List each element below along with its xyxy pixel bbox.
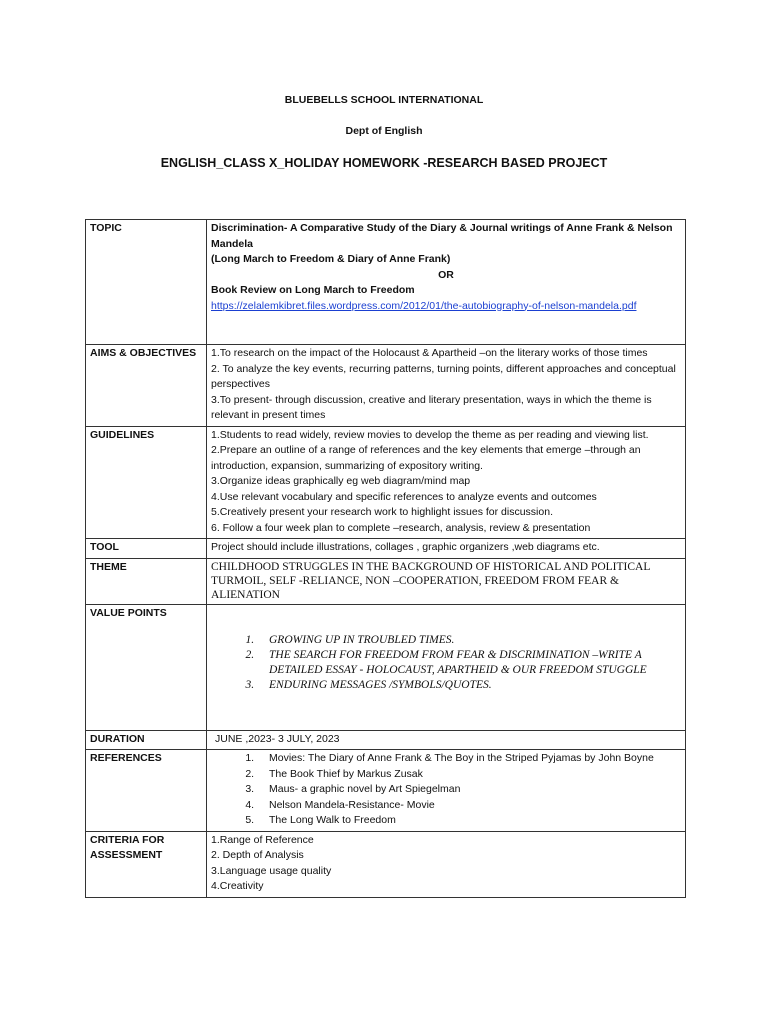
label-tool: TOOL — [86, 539, 207, 559]
cell-tool: Project should include illustrations, collages , graphic organizers ,web diagrams etc. — [207, 539, 686, 559]
label-guidelines: GUIDELINES — [86, 426, 207, 539]
guideline-item: 6. Follow a four week plan to complete –research, analysis, review & presentation — [211, 521, 591, 534]
cell-theme: CHILDHOOD STRUGGLES IN THE BACKGROUND OF HISTORICAL AND POLITICAL TURMOIL, SELF -RELIANCE, NON –COOPERATION, FREEDOM FROM FEAR & ALIENATION — [207, 558, 686, 604]
row-theme — [86, 558, 686, 604]
aims-item: 1.To research on the impact of the Holocaust & Apartheid –on the literary works of those times — [211, 347, 648, 359]
row-guidelines — [86, 426, 686, 539]
document-title: ENGLISH_CLASS X_HOLIDAY HOMEWORK -RESEARCH BASED PROJECT — [160, 156, 608, 170]
value-point: 2. THE SEARCH FOR FREEDOM FROM FEAR & DISCRIMINATION –WRITE A DETAILED ESSAY - HOLOCAUST, APARTHEID & OUR FREEDOM STUGGLE — [257, 648, 681, 678]
label-topic: TOPIC — [86, 220, 207, 345]
label-duration: DURATION — [86, 730, 207, 750]
row-references — [86, 750, 686, 832]
topic-or: OR — [438, 268, 454, 281]
label-criteria: CRITERIA FOR ASSESSMENT — [86, 831, 207, 897]
reference-item: 5. The Long Walk to Freedom — [257, 813, 681, 829]
cell-topic — [207, 220, 686, 345]
guideline-item: 2.Prepare an outline of a range of references and the key elements that emerge –through an introduction, expansion, summarizing of expository writing. — [211, 444, 641, 472]
reference-item: 3. Maus- a graphic novel by Art Spiegelman — [257, 782, 681, 798]
row-aims — [86, 345, 686, 427]
value-point: 3. ENDURING MESSAGES /SYMBOLS/QUOTES. — [257, 678, 681, 693]
row-criteria — [86, 831, 686, 897]
guideline-item: 5.Creatively present your research work to highlight issues for discussion. — [211, 506, 553, 518]
criteria-item: 1.Range of Reference — [211, 833, 314, 846]
aims-item: 3.To present- through discussion, creative and literary presentation, ways in which the theme is relevant in present times — [211, 393, 652, 421]
value-points-list — [211, 633, 681, 693]
criteria-item: 4.Creativity — [211, 880, 264, 892]
topic-line-3: Book Review on Long March to Freedom — [211, 284, 415, 296]
school-name: BLUEBELLS SCHOOL INTERNATIONAL — [284, 94, 484, 106]
guideline-item: 4.Use relevant vocabulary and specific references to analyze events and outcomes — [211, 490, 597, 503]
topic-line-1: Discrimination- A Comparative Study of the Diary & Journal writings of Anne Frank & Nelson Mandela — [211, 222, 673, 250]
label-references: REFERENCES — [86, 750, 207, 832]
criteria-item: 2. Depth of Analysis — [211, 849, 304, 861]
cell-value-points — [207, 604, 686, 730]
aims-item: 2. To analyze the key events, recurring patterns, turning points, different approaches and conceptual perspectives — [211, 362, 676, 390]
cell-references — [207, 750, 686, 832]
department-name: Dept of English — [345, 125, 423, 137]
cell-criteria — [207, 831, 686, 897]
criteria-item: 3.Language usage quality — [211, 864, 332, 877]
guideline-item: 3.Organize ideas graphically eg web diagram/mind map — [211, 475, 471, 487]
row-tool — [86, 539, 686, 559]
label-value-points: VALUE POINTS — [86, 604, 207, 730]
cell-guidelines — [207, 426, 686, 539]
project-table — [85, 219, 686, 898]
guideline-item: 1.Students to read widely, review movies to develop the theme as per reading and viewing list. — [211, 428, 649, 441]
cell-duration: JUNE ,2023- 3 JULY, 2023 — [207, 730, 686, 750]
label-theme: THEME — [86, 558, 207, 604]
row-duration — [86, 730, 686, 750]
value-point: 1. GROWING UP IN TROUBLED TIMES. — [257, 633, 681, 648]
reference-item: 4. Nelson Mandela-Resistance- Movie — [257, 798, 681, 814]
cell-aims — [207, 345, 686, 427]
references-list — [211, 751, 681, 829]
row-value-points — [86, 604, 686, 730]
topic-link[interactable]: https://zelalemkibret.files.wordpress.com/2012/01/the-autobiography-of-nelson-mandela.pdf — [211, 299, 637, 312]
reference-item: 2. The Book Thief by Markus Zusak — [257, 767, 681, 783]
topic-line-2: (Long March to Freedom & Diary of Anne Frank) — [211, 253, 451, 265]
label-aims: AIMS & OBJECTIVES — [86, 345, 207, 427]
reference-item: 1. Movies: The Diary of Anne Frank & The Boy in the Striped Pyjamas by John Boyne — [257, 751, 681, 767]
row-topic — [86, 220, 686, 345]
